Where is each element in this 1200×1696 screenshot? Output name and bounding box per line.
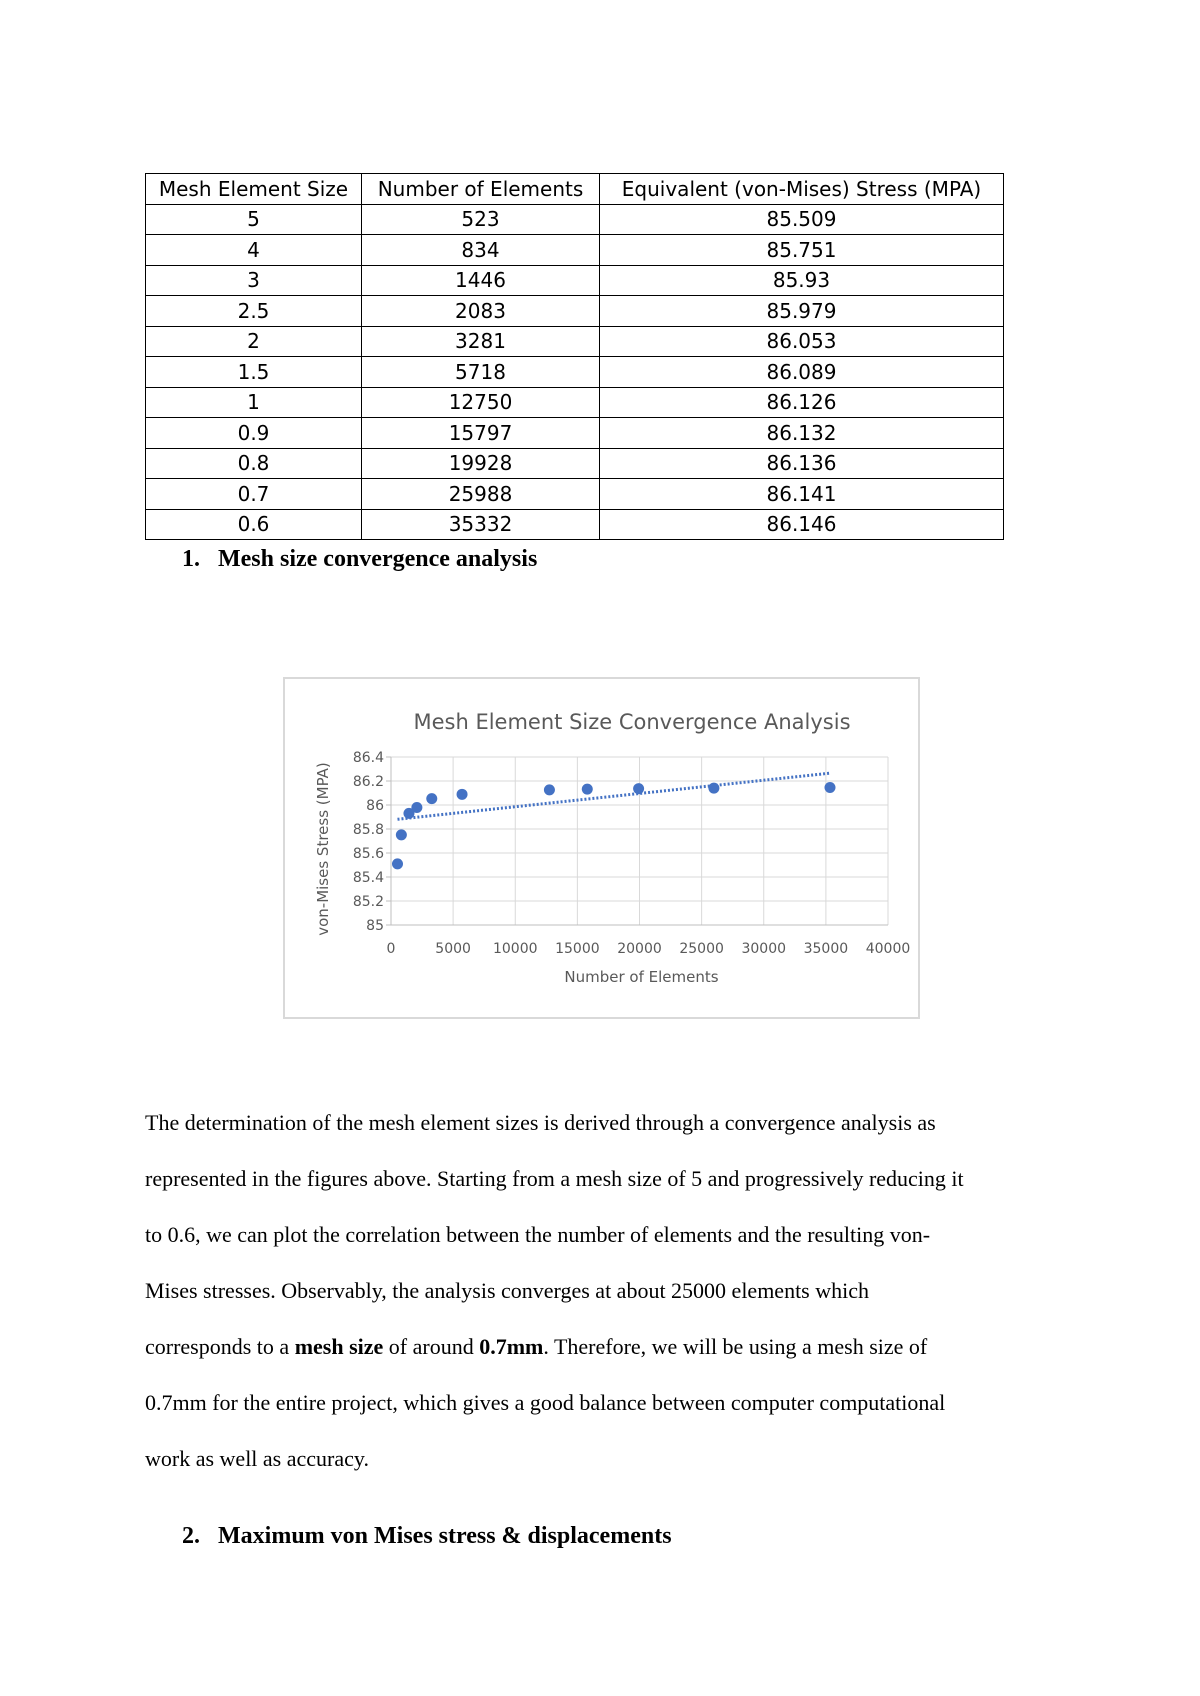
cell-mesh-size: 0.8 xyxy=(146,448,362,479)
section-heading-2 xyxy=(182,1523,672,1550)
header-mesh-element-size: Mesh Element Size xyxy=(146,174,362,205)
cell-mesh-size: 0.6 xyxy=(146,509,362,540)
table-row xyxy=(146,448,1004,479)
paragraph-line: work as well as accuracy. xyxy=(145,1446,369,1471)
table-row xyxy=(146,479,1004,510)
table-header-row xyxy=(146,174,1004,205)
section-number: 1. xyxy=(182,546,200,572)
cell-elements: 834 xyxy=(362,235,600,266)
x-tick-label: 15000 xyxy=(555,941,600,957)
cell-stress: 86.132 xyxy=(600,418,1004,449)
cell-stress: 86.141 xyxy=(600,479,1004,510)
data-point xyxy=(457,789,468,800)
cell-elements: 5718 xyxy=(362,357,600,388)
cell-stress: 86.053 xyxy=(600,326,1004,357)
cell-mesh-size: 1.5 xyxy=(146,357,362,388)
cell-stress: 85.979 xyxy=(600,296,1004,327)
text-run: corresponds to a xyxy=(145,1334,295,1359)
table-row xyxy=(146,326,1004,357)
paragraph-line: represented in the figures above. Starting from a mesh size of 5 and progressively reducing it xyxy=(145,1166,964,1191)
cell-mesh-size: 3 xyxy=(146,265,362,296)
section-title: Maximum von Mises stress & displacements xyxy=(218,1523,672,1549)
y-tick-label: 85.4 xyxy=(352,870,384,886)
header-stress: Equivalent (von-Mises) Stress (MPA) xyxy=(600,174,1004,205)
bold-text-run: 0.7mm xyxy=(479,1334,544,1359)
mesh-convergence-table xyxy=(145,173,1004,540)
data-point xyxy=(582,784,593,795)
table-row xyxy=(146,387,1004,418)
y-tick-label: 85.2 xyxy=(352,894,384,910)
paragraph-line: to 0.6, we can plot the correlation between the number of elements and the resulting von- xyxy=(145,1222,931,1247)
cell-mesh-size: 1 xyxy=(146,387,362,418)
cell-elements: 3281 xyxy=(362,326,600,357)
cell-mesh-size: 4 xyxy=(146,235,362,266)
table-row xyxy=(146,204,1004,235)
data-point xyxy=(825,782,836,793)
paragraph-line: 0.7mm for the entire project, which gives a good balance between computer computational xyxy=(145,1390,946,1415)
x-tick-label: 25000 xyxy=(679,941,724,957)
x-axis-label: Number of Elements xyxy=(564,968,719,986)
header-number-of-elements: Number of Elements xyxy=(362,174,600,205)
table-row xyxy=(146,296,1004,327)
x-tick-label: 10000 xyxy=(492,941,538,957)
x-tick-label: 40000 xyxy=(865,941,911,957)
cell-stress: 86.136 xyxy=(600,448,1004,479)
data-point xyxy=(544,784,555,795)
text-run: . Therefore, we will be using a mesh size of xyxy=(543,1334,928,1359)
table-row xyxy=(146,509,1004,540)
cell-mesh-size: 0.7 xyxy=(146,479,362,510)
table-row xyxy=(146,235,1004,266)
x-tick-label: 30000 xyxy=(741,941,787,957)
cell-stress: 86.126 xyxy=(600,387,1004,418)
cell-elements: 2083 xyxy=(362,296,600,327)
y-tick-label: 85.8 xyxy=(352,822,384,838)
y-tick-label: 86.2 xyxy=(352,774,384,790)
y-axis-label: von-Mises Stress (MPA) xyxy=(314,762,332,936)
paragraph-line: The determination of the mesh element sizes is derived through a convergence analysis as xyxy=(145,1110,936,1135)
cell-elements: 25988 xyxy=(362,479,600,510)
cell-elements: 523 xyxy=(362,204,600,235)
table-row xyxy=(146,357,1004,388)
y-tick-label: 85.6 xyxy=(352,846,384,862)
cell-mesh-size: 5 xyxy=(146,204,362,235)
body-paragraph xyxy=(145,1095,1075,1487)
y-tick-label: 85 xyxy=(366,918,384,934)
cell-elements: 1446 xyxy=(362,265,600,296)
chart-container xyxy=(283,677,920,1019)
x-tick-label: 5000 xyxy=(435,941,471,957)
text-run: of around xyxy=(383,1334,480,1359)
mesh-table-wrapper xyxy=(145,173,1004,540)
section-number: 2. xyxy=(182,1523,200,1549)
y-tick-label: 86 xyxy=(366,798,384,814)
data-point xyxy=(411,802,422,813)
cell-mesh-size: 2 xyxy=(146,326,362,357)
cell-elements: 15797 xyxy=(362,418,600,449)
paragraph-line: Mises stresses. Observably, the analysis converges at about 25000 elements which xyxy=(145,1278,870,1303)
section-title: Mesh size convergence analysis xyxy=(218,546,538,572)
cell-stress: 85.509 xyxy=(600,204,1004,235)
cell-stress: 85.93 xyxy=(600,265,1004,296)
table-row xyxy=(146,418,1004,449)
bold-text-run: mesh size xyxy=(294,1334,384,1359)
cell-mesh-size: 2.5 xyxy=(146,296,362,327)
data-point xyxy=(396,829,407,840)
y-tick-label: 86.4 xyxy=(352,750,384,766)
section-heading-1 xyxy=(182,546,537,573)
x-tick-label: 35000 xyxy=(803,941,849,957)
cell-elements: 35332 xyxy=(362,509,600,540)
cell-stress: 85.751 xyxy=(600,235,1004,266)
data-point xyxy=(633,783,644,794)
chart-title: Mesh Element Size Convergence Analysis xyxy=(413,710,851,734)
x-tick-label: 20000 xyxy=(617,941,662,957)
convergence-chart xyxy=(285,679,922,1021)
cell-stress: 86.146 xyxy=(600,509,1004,540)
data-point xyxy=(392,858,403,869)
cell-mesh-size: 0.9 xyxy=(146,418,362,449)
cell-elements: 12750 xyxy=(362,387,600,418)
data-point xyxy=(426,793,437,804)
table-row xyxy=(146,265,1004,296)
paragraph-line xyxy=(145,1319,1075,1375)
cell-stress: 86.089 xyxy=(600,357,1004,388)
x-tick-label: 0 xyxy=(386,941,396,957)
data-point xyxy=(708,783,719,794)
cell-elements: 19928 xyxy=(362,448,600,479)
